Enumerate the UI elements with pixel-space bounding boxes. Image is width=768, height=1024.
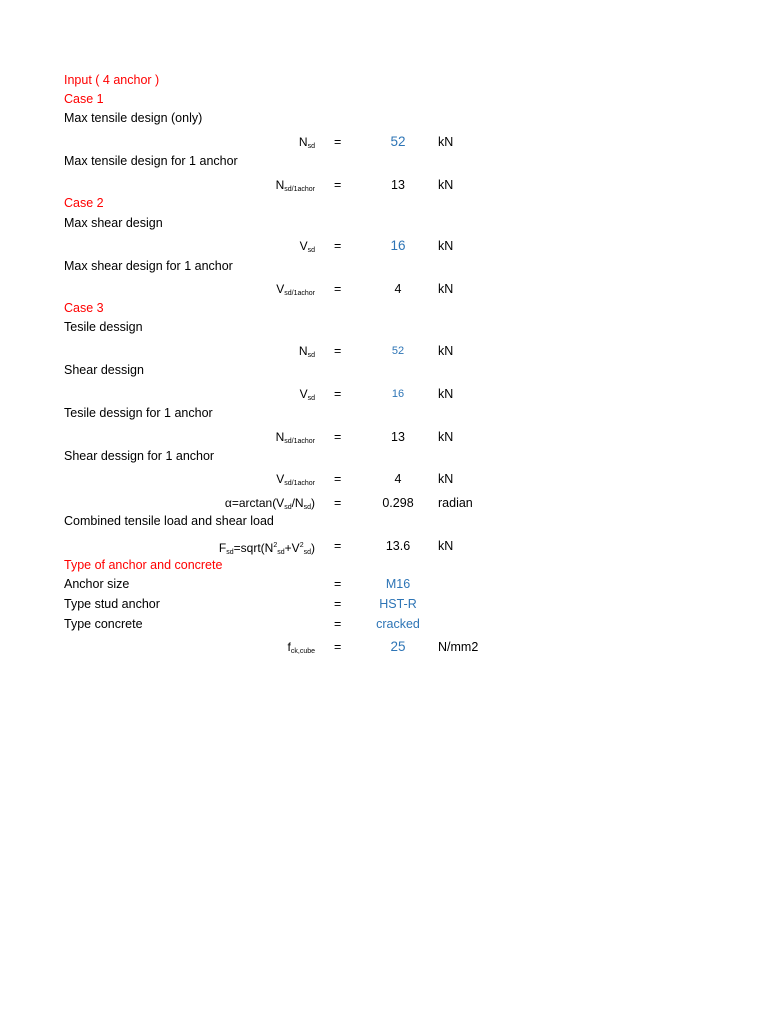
alpha-p3: ): [311, 496, 315, 510]
case2-label-1anchor: [0, 256, 768, 276]
case2-label1: Max shear design: [64, 216, 163, 230]
case3-label3: Tesile dessign for 1 anchor: [64, 406, 213, 420]
equals-sign: =: [334, 387, 342, 401]
case3-nsd-sym-sub: sd: [307, 352, 315, 359]
equals-sign: =: [334, 344, 342, 358]
equals-sign: =: [334, 472, 342, 486]
vsd1-value: 4: [394, 282, 402, 296]
case3-label1: Tesile dessign: [64, 320, 143, 334]
case1-label1: Max tensile design (only): [64, 111, 203, 125]
case2-vsd1-row: [0, 279, 768, 299]
stud-anchor-value[interactable]: HST-R: [379, 597, 417, 611]
fsd-sup1: 2: [273, 542, 278, 549]
case3-nsd1-sym-sub: sd/1achor: [284, 438, 315, 445]
case3-label-tesile-1anchor: [0, 403, 768, 423]
case3-vsd1-row: [0, 469, 768, 489]
fck-sym-sub: ck,cube: [290, 648, 315, 655]
case1-label2: Max tensile design for 1 anchor: [64, 154, 238, 168]
anchor-heading-text: Type of anchor and concrete: [64, 558, 223, 572]
case3-vsd1-value: 4: [394, 472, 402, 486]
equals-sign: =: [334, 178, 342, 192]
equals-sign: =: [334, 577, 342, 591]
equals-sign: =: [334, 239, 342, 253]
fsd-unit: kN: [438, 539, 454, 553]
alpha-row: [0, 493, 768, 513]
fsd-p4: ): [311, 541, 315, 555]
vsd-sym-main: V: [299, 239, 308, 253]
input-title-text: Input ( 4 anchor ): [64, 73, 160, 87]
fck-sym-main: f: [287, 640, 291, 654]
case3-label-shear-1anchor: [0, 446, 768, 466]
vsd-unit: kN: [438, 239, 454, 253]
case3-label2: Shear dessign: [64, 363, 144, 377]
nsd-input-value[interactable]: 52: [390, 134, 406, 149]
equals-sign: =: [334, 597, 342, 611]
case1-label-max-tensile: [0, 108, 768, 128]
fsd-s3: sd: [303, 549, 311, 556]
case3-label-combined: [0, 511, 768, 531]
case3-vsd1-sym-sub: sd/1achor: [284, 480, 315, 487]
equals-sign: =: [334, 282, 342, 296]
case2-heading-text: Case 2: [64, 196, 104, 210]
case1-heading-text: Case 1: [64, 92, 104, 106]
vsd1-unit: kN: [438, 282, 454, 296]
case3-vsd-sym-sub: sd: [307, 395, 315, 402]
alpha-p2: /N: [291, 496, 304, 510]
nsd1-sym-main: N: [275, 178, 285, 192]
anchor-size-label: Anchor size: [64, 577, 130, 591]
fck-symbol: [288, 637, 315, 662]
case1-heading: [0, 89, 768, 109]
fsd-sup2: 2: [299, 542, 304, 549]
case2-heading: [0, 193, 768, 213]
anchor-size-value[interactable]: M16: [385, 577, 411, 591]
fsd-row: [0, 536, 768, 556]
case3-nsd-row: [0, 341, 768, 361]
equals-sign: =: [334, 496, 342, 510]
vsd-input-value[interactable]: 16: [390, 238, 406, 253]
nsd1-sym-sub: sd/1achor: [284, 186, 315, 193]
case3-nsd-sym-main: N: [298, 344, 308, 358]
nsd1-value: 13: [391, 178, 405, 192]
case1-label-1anchor: [0, 151, 768, 171]
anchor-size-row: [0, 574, 768, 594]
concrete-row: [0, 614, 768, 634]
case3-label-shear: [0, 360, 768, 380]
fsd-p3: +V: [284, 541, 300, 555]
vsd1-symbol: [276, 469, 315, 494]
fsd-s1: sd: [226, 549, 234, 556]
case3-label-tesile: [0, 317, 768, 337]
case3-nsd1-unit: kN: [438, 430, 454, 444]
input-title: [0, 70, 768, 90]
alpha-unit: radian: [438, 496, 473, 510]
concrete-label: Type concrete: [64, 617, 143, 631]
fck-unit: N/mm2: [438, 640, 479, 654]
case3-label4: Shear dessign for 1 anchor: [64, 449, 215, 463]
case3-label5: Combined tensile load and shear load: [64, 514, 274, 528]
stud-anchor-row: [0, 594, 768, 614]
vsd1-sym-sub: sd/1achor: [284, 290, 315, 297]
case2-vsd-row: [0, 236, 768, 256]
case3-nsd-unit: kN: [438, 344, 454, 358]
case3-nsd1-row: [0, 427, 768, 447]
case3-nsd1-sym-main: N: [275, 430, 285, 444]
alpha-s1: sd: [284, 504, 292, 511]
case2-label2: Max shear design for 1 anchor: [64, 259, 233, 273]
equals-sign: =: [334, 539, 342, 553]
nsd1-unit: kN: [438, 178, 454, 192]
stud-anchor-label: Type stud anchor: [64, 597, 160, 611]
case3-vsd1-unit: kN: [438, 472, 454, 486]
vsd-sym-sub: sd: [307, 247, 315, 254]
equals-sign: =: [334, 135, 342, 149]
fsd-p1: F: [218, 541, 227, 555]
vsd1-sym-main: V: [276, 282, 285, 296]
nsd-sym-sub: sd: [307, 143, 315, 150]
fck-row: [0, 637, 768, 657]
fsd-p2: =sqrt(N: [233, 541, 274, 555]
nsd-unit: kN: [438, 135, 454, 149]
case1-nsd-row: [0, 132, 768, 152]
case3-nsd1-value: 13: [391, 430, 405, 444]
equals-sign: =: [334, 617, 342, 631]
anchor-heading: [0, 555, 768, 575]
fck-input-value[interactable]: 25: [390, 639, 406, 654]
case3-vsd-value: 16: [391, 388, 405, 400]
case3-heading: [0, 298, 768, 318]
case3-vsd-row: [0, 384, 768, 404]
case3-vsd-sym-main: V: [299, 387, 308, 401]
nsd-sym-main: N: [298, 135, 308, 149]
case3-nsd-value: 52: [391, 345, 405, 357]
equals-sign: =: [334, 640, 342, 654]
fsd-s2: sd: [277, 549, 285, 556]
case3-heading-text: Case 3: [64, 301, 104, 315]
case2-label-max-shear: [0, 213, 768, 233]
alpha-p1: α=arctan(V: [224, 496, 285, 510]
case3-vsd1-sym-main: V: [276, 472, 285, 486]
alpha-value: 0.298: [382, 496, 414, 510]
equals-sign: =: [334, 430, 342, 444]
case1-nsd1-row: [0, 175, 768, 195]
fsd-value: 13.6: [385, 539, 411, 553]
concrete-value[interactable]: cracked: [376, 617, 420, 631]
case3-vsd-unit: kN: [438, 387, 454, 401]
alpha-s2: sd: [303, 504, 311, 511]
